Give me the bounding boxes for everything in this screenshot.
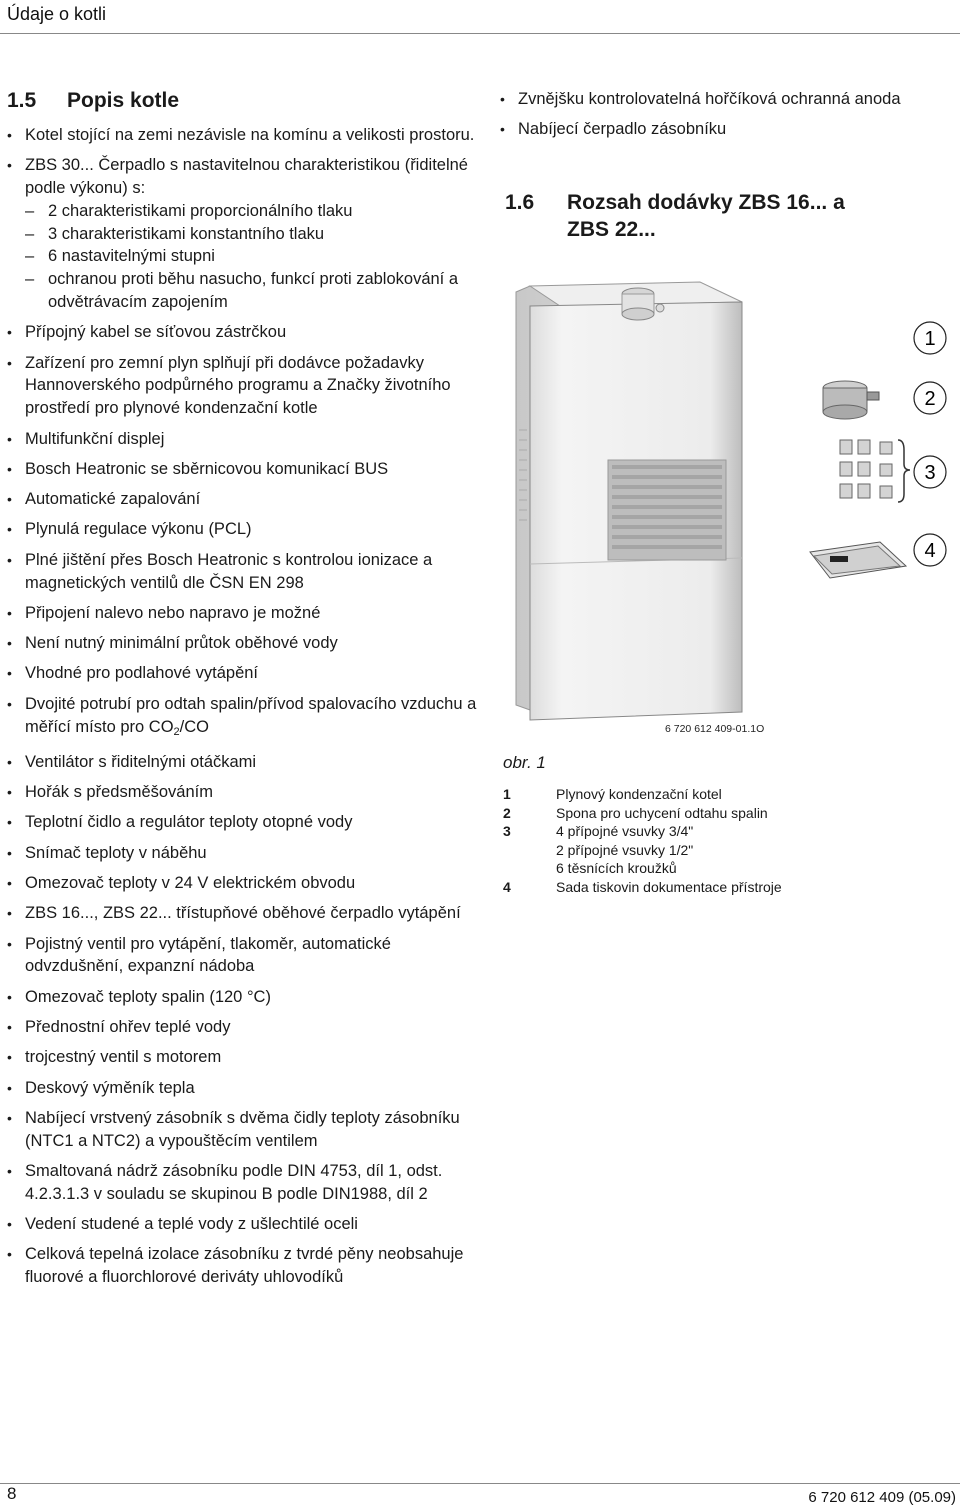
legend-row <box>503 822 923 878</box>
feature-list-continued <box>500 88 940 141</box>
section-number: 1.6 <box>505 191 535 214</box>
legend-row <box>503 785 923 804</box>
flue-clamp-illustration <box>823 381 879 419</box>
list-item: • Multifunkční displej <box>7 428 477 451</box>
list-item: • Vhodné pro podlahové vytápění <box>7 662 477 685</box>
document-code: 6 720 612 409 (05.09) <box>808 1489 956 1506</box>
section-title: Popis kotle <box>67 89 180 112</box>
sub-list-item: – ochranou proti běhu nasucho, funkcí proti zablokování a odvětrávacím zapojením <box>25 268 477 314</box>
figure-legend <box>503 785 923 896</box>
list-item: • ZBS 16..., ZBS 22... třístupňové oběhové čerpadlo vytápění <box>7 902 477 925</box>
list-item: • Kotel stojící na zemi nezávisle na komínu a velikosti prostoru. <box>7 124 477 147</box>
list-item: • Připojení nalevo nebo napravo je možné <box>7 602 477 625</box>
callout-2-label: 2 <box>924 388 936 410</box>
legend-text: Plynový kondenzační kotel <box>556 786 722 802</box>
callout-4-label: 4 <box>924 540 936 562</box>
fittings-illustration <box>840 440 892 498</box>
list-item: • Plné jištění přes Bosch Heatronic s kontrolou ionizace a magnetických ventilů dle ČSN EN 298 <box>7 549 477 595</box>
right-column-list <box>500 88 940 148</box>
list-item: • Vedení studené a teplé vody z ušlechtilé oceli <box>7 1213 477 1236</box>
list-item-co2 <box>7 693 477 744</box>
list-item: • Zařízení pro zemní plyn splňují při dodávce požadavky Hannoverského podpůrného programu a Značky životního prostředí pro plynové kondenzační kotle <box>7 352 477 420</box>
co2-text-before: Dvojité potrubí pro odtah spalin/přívod spalovacího vzduchu a měřící místo pro CO <box>25 694 477 736</box>
legend-row <box>503 878 923 897</box>
legend-line: 4 přípojné vsuvky 3/4" <box>556 823 694 839</box>
list-item <box>7 154 477 314</box>
legend-num: 2 <box>503 804 511 821</box>
co2-subscript: 2 <box>173 725 180 738</box>
list-item: • Teplotní čidlo a regulátor teploty otopné vody <box>7 811 477 834</box>
legend-line: 2 přípojné vsuvky 1/2" <box>556 841 694 858</box>
list-item: • Není nutný minimální průtok oběhové vody <box>7 632 477 655</box>
page-number: 8 <box>7 1484 17 1503</box>
section-title-line2: ZBS 22... <box>567 218 656 241</box>
sub-list-item: – 6 nastavitelnými stupni <box>25 245 477 268</box>
legend-row <box>503 804 923 823</box>
list-item: • Omezovač teploty spalin (120 °C) <box>7 986 477 1009</box>
legend-num: 4 <box>503 878 511 895</box>
callout-3 <box>914 456 946 488</box>
list-item: • Omezovač teploty v 24 V elektrickém obvodu <box>7 872 477 895</box>
figure-caption: obr. 1 <box>503 753 546 772</box>
boiler-figure <box>500 280 960 740</box>
sub-list-item: – 2 charakteristikami proporcionálního tlaku <box>25 200 477 223</box>
legend-text <box>556 822 923 878</box>
list-item: • Bosch Heatronic se sběrnicovou komunikací BUS <box>7 458 477 481</box>
list-item: • Přípojný kabel se síťovou zástrčkou <box>7 321 477 344</box>
list-item: • Zvnějšku kontrolovatelná hořčíková ochranná anoda <box>500 88 940 111</box>
footer-divider <box>0 1483 960 1484</box>
left-column <box>7 86 477 1296</box>
legend-text: Sada tiskovin dokumentace přístroje <box>556 878 782 895</box>
list-item-text: • ZBS 30... Čerpadlo s nastavitelnou charakteristikou (řiditelné podle výkonu) s: <box>25 156 468 198</box>
callout-1-label: 1 <box>924 328 936 350</box>
legend-num: 1 <box>503 786 511 802</box>
legend-text: Spona pro uchycení odtahu spalin <box>556 804 768 821</box>
feature-list <box>7 124 477 1289</box>
header-divider <box>0 33 960 34</box>
list-item: • Nabíjecí vrstvený zásobník s dvěma čidly teploty zásobníku (NTC1 a NTC2) a vypouštěcím ventilem <box>7 1107 477 1153</box>
list-item: • Ventilátor s řiditelnými otáčkami <box>7 751 477 774</box>
list-item: • Automatické zapalování <box>7 488 477 511</box>
callout-4 <box>914 534 946 566</box>
legend-num: 3 <box>503 823 511 839</box>
callout-1 <box>914 322 946 354</box>
list-item: • Plynulá regulace výkonu (PCL) <box>7 518 477 541</box>
sub-list <box>25 200 477 314</box>
header-title: Údaje o kotli <box>7 4 107 24</box>
co2-text-after: /CO <box>179 717 209 736</box>
list-item: • Nabíjecí čerpadlo zásobníku <box>500 118 940 141</box>
list-item: • trojcestný ventil s motorem <box>7 1046 477 1069</box>
legend-line: 6 těsnících kroužků <box>556 860 677 876</box>
list-item: • Přednostní ohřev teplé vody <box>7 1016 477 1039</box>
figure-code: 6 720 612 409-01.1O <box>665 723 765 735</box>
section-heading-1-5 <box>7 86 477 116</box>
list-item: • Hořák s předsměšováním <box>7 781 477 804</box>
documents-illustration <box>810 542 906 578</box>
list-item: • Smaltovaná nádrž zásobníku podle DIN 4753, díl 1, odst. 4.2.3.1.3 v souladu se skupinou B podle DIN1988, díl 2 <box>7 1160 477 1206</box>
callout-2 <box>914 382 946 414</box>
boiler-illustration <box>516 282 742 720</box>
section-heading-1-6 <box>505 189 945 243</box>
list-item: • Deskový výměník tepla <box>7 1077 477 1100</box>
section-number: 1.5 <box>7 89 37 112</box>
sub-list-item: – 3 charakteristikami konstantního tlaku <box>25 223 477 246</box>
section-title-line1: Rozsah dodávky ZBS 16... a <box>567 191 845 214</box>
callout-3-label: 3 <box>924 462 936 484</box>
list-item: • Snímač teploty v náběhu <box>7 842 477 865</box>
list-item: • Celková tepelná izolace zásobníku z tvrdé pěny neobsahuje fluorové a fluorchlorové deriváty uhlovodíků <box>7 1243 477 1289</box>
list-item: • Pojistný ventil pro vytápění, tlakoměr, automatické odvzdušnění, expanzní nádoba <box>7 933 477 979</box>
